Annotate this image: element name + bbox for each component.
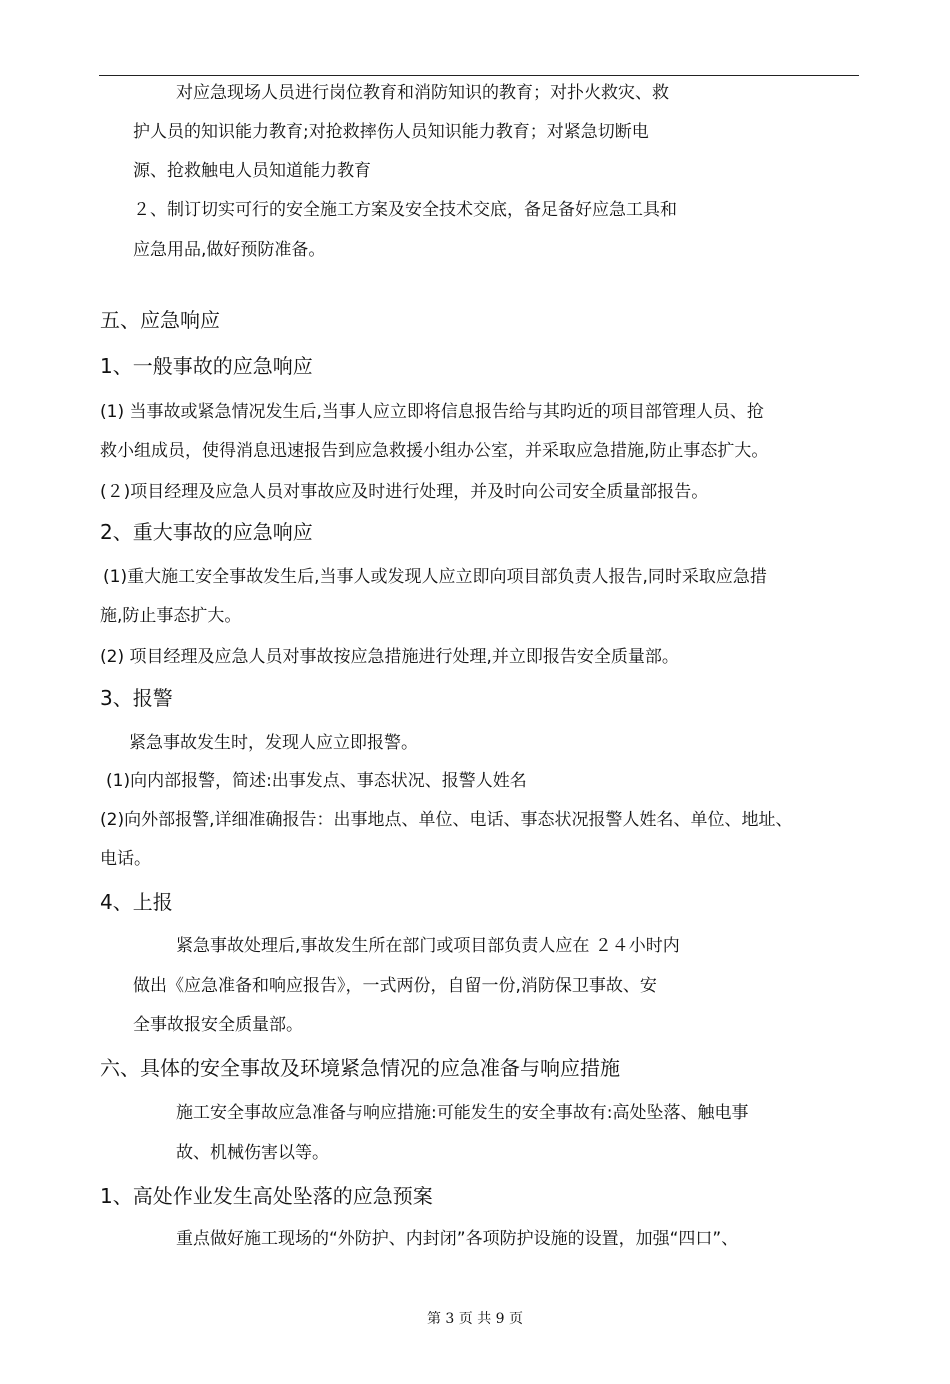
section-5-3-para-3b: 电话。: [100, 849, 151, 869]
intro-line-1: 对应急现场人员进行岗位教育和消防知识的教育；对扑火救灾、救: [176, 83, 669, 103]
section-5-2-para-2: (2) 项目经理及应急人员对事故按应急措施进行处理,并立即报告安全质量部。: [100, 647, 679, 667]
section-6-1-heading: 1、高处作业发生高处坠落的应急预案: [100, 1184, 433, 1208]
section-5-3-para-2: (1)向内部报警，简述:出事发点、事态状况、报警人姓名: [106, 771, 527, 791]
section-5-heading: 五、应急响应: [100, 308, 220, 332]
intro-line-3: 源、抢救触电人员知道能力教育: [133, 161, 371, 181]
header-rule: [99, 75, 859, 76]
section-6-para-1a: 施工安全事故应急准备与响应措施:可能发生的安全事故有:高处坠落、触电事: [176, 1103, 749, 1123]
section-5-3-heading: 3、报警: [100, 686, 173, 710]
section-5-1-heading: 1、一般事故的应急响应: [100, 354, 313, 378]
page-footer: 第 3 页 共 9 页: [426, 1311, 524, 1327]
section-5-3-para-3a: (2)向外部报警,详细准确报告：出事地点、单位、电话、事态状况报警人姓名、单位、地址、: [100, 810, 793, 830]
section-5-1-para-2: (２)项目经理及应急人员对事故应及时进行处理，并及时向公司安全质量部报告。: [100, 482, 709, 502]
intro-line-4: ２、制订切实可行的安全施工方案及安全技术交底，备足备好应急工具和: [133, 200, 677, 220]
intro-line-2: 护人员的知识能力教育;对抢救摔伤人员知识能力教育；对紧急切断电: [133, 122, 649, 142]
section-5-4-para-1a: 紧急事故处理后,事故发生所在部门或项目部负责人应在 ２４小时内: [176, 936, 680, 956]
section-5-4-heading: 4、上报: [100, 890, 173, 914]
section-6-para-1b: 故、机械伤害以等。: [176, 1143, 329, 1163]
section-5-2-para-1b: 施,防止事态扩大。: [100, 606, 242, 626]
intro-line-5: 应急用品,做好预防准备。: [133, 240, 326, 260]
section-5-2-heading: 2、重大事故的应急响应: [100, 520, 313, 544]
section-5-1-para-1a: (1) 当事故或紧急情况发生后,当事人应立即将信息报告给与其昀近的项目部管理人员、抢: [100, 402, 764, 422]
section-6-heading: 六、具体的安全事故及环境紧急情况的应急准备与响应措施: [100, 1056, 620, 1080]
section-5-1-para-1b: 救小组成员，使得消息迅速报告到应急救援小组办公室，并采取应急措施,防止事态扩大。: [100, 441, 769, 461]
section-5-4-para-1b: 做出《应急准备和响应报告》，一式两份，自留一份,消防保卫事故、安: [133, 976, 657, 996]
section-5-3-para-1: 紧急事故发生时，发现人应立即报警。: [129, 733, 418, 753]
section-5-4-para-1c: 全事故报安全质量部。: [133, 1015, 303, 1035]
section-5-2-para-1a: (1)重大施工安全事故发生后,当事人或发现人应立即向项目部负责人报告,同时采取应急措: [103, 567, 767, 587]
section-6-1-para-1: 重点做好施工现场的“外防护、内封闭”各项防护设施的设置，加强“四口”、: [176, 1229, 739, 1249]
